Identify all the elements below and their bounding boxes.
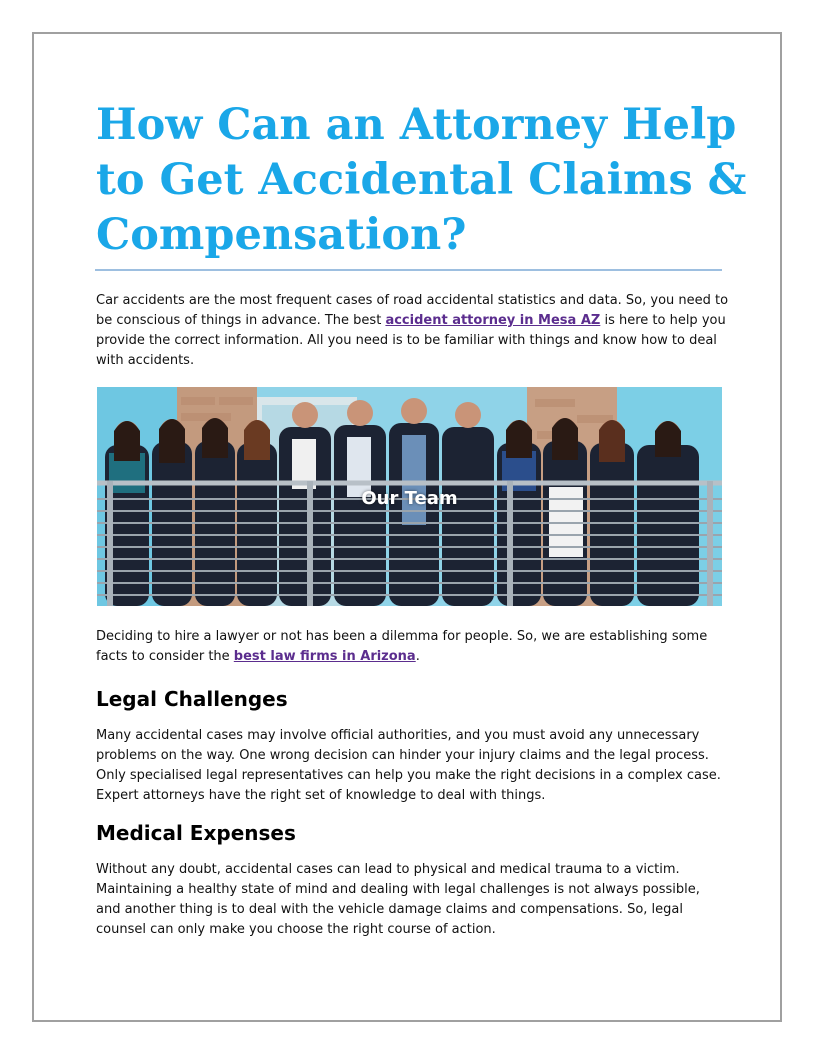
legal-line-2: problems on the way. One wrong decision can hinder your injury claims and the legal process. xyxy=(96,748,709,763)
intro-line-2 xyxy=(96,311,726,331)
medical-line-2: Maintaining a healthy state of mind and dealing with legal challenges is not always possible, xyxy=(96,882,700,897)
legal-line-4: Expert attorneys have the right set of knowledge to deal with things. xyxy=(96,788,546,803)
intro-line-2-text: be conscious of things in advance. The best xyxy=(96,313,386,328)
deciding-line-1: Deciding to hire a lawyer or not has been a dilemma for people. So, we are establishing some xyxy=(96,629,708,644)
section-heading-legal-challenges: Legal Challenges xyxy=(96,687,288,711)
medical-line-4: counsel can only make you choose the right course of action. xyxy=(96,922,496,937)
title-line-3: Compensation? xyxy=(96,210,467,260)
title-line-1: How Can an Attorney Help xyxy=(96,100,737,150)
legal-line-3: Only specialised legal representatives can help you make the right decisions in a complex case. xyxy=(96,768,721,783)
medical-expenses-paragraph xyxy=(96,860,726,940)
medical-line-3: and another thing is to deal with the vehicle damage claims and compensations. So, legal xyxy=(96,902,683,917)
deciding-paragraph xyxy=(96,627,726,667)
accident-attorney-link[interactable]: accident attorney in Mesa AZ xyxy=(385,313,601,328)
title-line-2: to Get Accidental Claims & xyxy=(96,155,747,205)
intro-line-2-tail: is here to help you xyxy=(600,313,726,328)
best-law-firms-link[interactable]: best law firms in Arizona xyxy=(233,649,416,664)
intro-line-1: Car accidents are the most frequent cases of road accidental statistics and data. So, you need to xyxy=(96,293,729,308)
medical-line-1: Without any doubt, accidental cases can lead to physical and medical trauma to a victim. xyxy=(96,862,680,877)
team-photo xyxy=(97,387,722,606)
intro-line-4: with accidents. xyxy=(96,353,195,368)
intro-paragraph xyxy=(96,291,729,371)
legal-line-1: Many accidental cases may involve official authorities, and you must avoid any unnecessary xyxy=(96,728,700,743)
legal-challenges-paragraph xyxy=(96,726,726,806)
deciding-line-2-text: facts to consider the xyxy=(96,649,234,664)
title-underline-rule xyxy=(95,269,722,271)
deciding-line-2 xyxy=(96,647,726,667)
page-title xyxy=(96,98,747,263)
section-heading-medical-expenses: Medical Expenses xyxy=(96,821,296,845)
intro-line-3: provide the correct information. All you need is to be familiar with things and know how to deal xyxy=(96,333,717,348)
photo-caption: Our Team xyxy=(361,488,458,509)
deciding-line-2-tail: . xyxy=(415,649,420,664)
